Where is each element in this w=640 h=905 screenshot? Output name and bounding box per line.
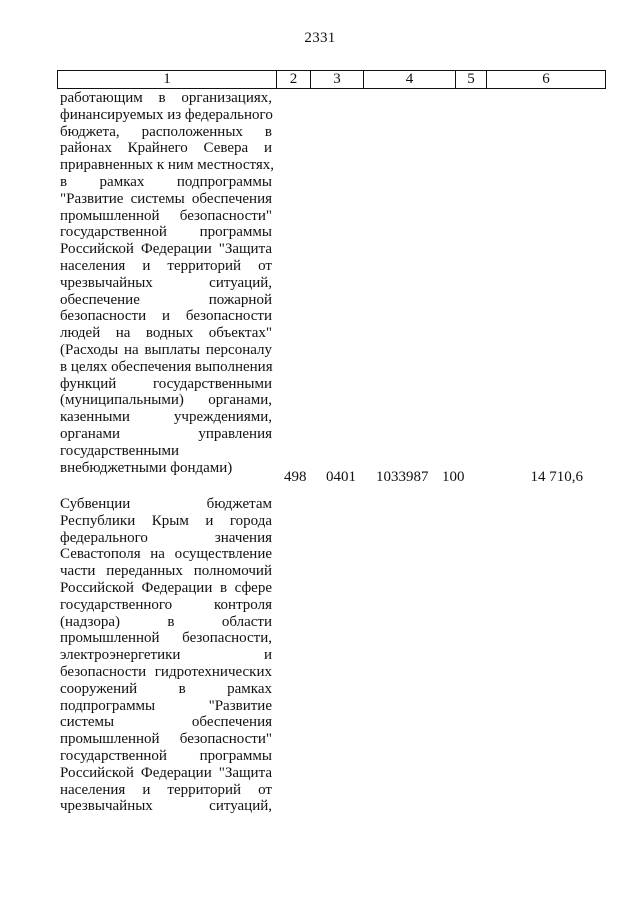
description-line: работающим в организациях, [60,90,272,106]
header-col-6: 6 [487,71,606,89]
description-line: промышленной безопасности" [60,731,272,748]
header-col-1: 1 [58,71,277,89]
header-col-3: 3 [311,71,364,89]
table-row [57,90,637,490]
page-number: 2331 [304,30,336,46]
table-row [57,496,637,826]
description-line: подпрограммы "Развитие [60,697,272,714]
description-line: Севастополя на осуществление [60,546,272,563]
description-line: государственной программы [60,224,272,241]
description-line: федерального значения [60,529,272,546]
header-col-5: 5 [456,71,487,89]
description-line: Российской Федерации "Защита [60,241,272,258]
description-line: населения и территорий от [60,257,272,274]
cell-expense-type: 100 [442,469,465,485]
description-line: государственными [60,442,179,459]
cell-section-code: 0401 [326,469,356,485]
description-line: Республики Крым и города [60,512,272,529]
description-line: в рамках подпрограммы [60,173,272,190]
description-line: сооружений в рамках [60,680,272,697]
description-line: (Расходы на выплаты персоналу [60,341,272,358]
header-col-2: 2 [277,71,311,89]
description-line: функций государственными [60,375,272,392]
description-line: Российской Федерации в сфере [60,579,272,596]
cell-amount: 14 710,6 [530,469,583,485]
description-line: людей на водных объектах" [60,325,272,342]
description-line: электроэнергетики и [60,647,272,664]
description-line: (муниципальными) органами, [60,392,272,409]
description-line: казенными учреждениями, [60,409,272,426]
description-line: Субвенции бюджетам [60,496,272,512]
description-line: промышленной безопасности" [60,207,272,224]
description-line: промышленной безопасности, [60,630,272,647]
row-description [60,90,272,476]
description-line: государственного контроля [60,596,272,613]
description-line: системы обеспечения [60,714,272,731]
description-line: безопасности и безопасности [60,308,272,325]
header-col-4: 4 [364,71,456,89]
description-line: районах Крайнего Севера и [60,140,272,157]
cell-ministry-code: 498 [284,469,307,485]
description-line: внебюджетными фондами) [60,459,233,476]
description-line: части переданных полномочий [60,563,272,580]
description-line: (надзора) в области [60,613,272,630]
cell-target-article: 1033987 [376,469,429,485]
description-line: государственной программы [60,747,272,764]
column-number-header [57,70,606,89]
description-line: Российской Федерации "Защита [60,764,272,781]
description-line: чрезвычайных ситуаций, [60,798,272,815]
description-line: бюджета, расположенных в [60,123,272,140]
row-description [60,496,272,815]
description-line: органами управления [60,425,272,442]
description-line: обеспечение пожарной [60,291,272,308]
description-line: населения и территорий от [60,781,272,798]
description-line: безопасности гидротехнических [60,663,272,680]
description-line: в целях обеспечения выполнения [60,358,273,375]
description-line: финансируемых из федерального [60,106,273,123]
description-line: чрезвычайных ситуаций, [60,274,272,291]
description-line: приравненных к ним местностях, [60,157,274,174]
description-line: "Развитие системы обеспечения [60,190,272,207]
